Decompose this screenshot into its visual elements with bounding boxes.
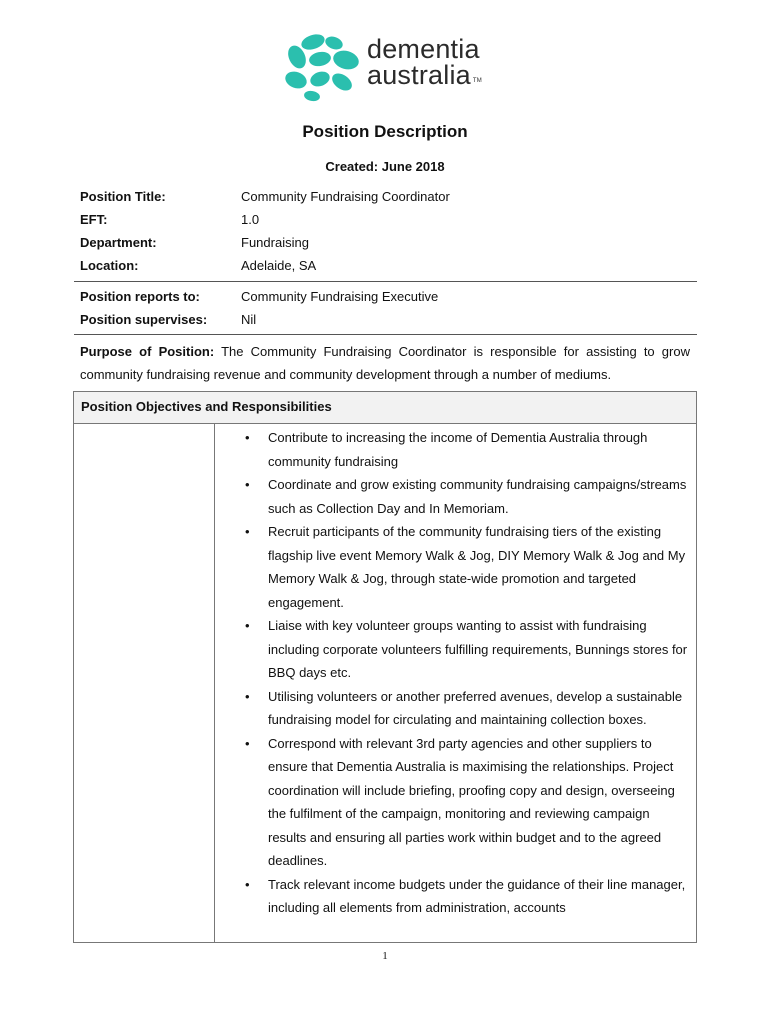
- column-divider: [214, 423, 215, 943]
- field-label: Department:: [80, 235, 157, 250]
- objectives-heading: Position Objectives and Responsibilities: [81, 399, 332, 414]
- list-item: • Correspond with relevant 3rd party agencies and other suppliers to ensure that Dementia Australia is maximising the relationships. Project coordination will include briefing, proofing copy and design, overseeing the fulfilment of the campaign, monitoring and reviewing campaign results and ensuring all parties work within budget and to the agreed deadlines.: [245, 732, 691, 873]
- dementia-australia-logo: [282, 30, 492, 104]
- field-label: Position Title:: [80, 189, 166, 204]
- list-item: • Liaise with key volunteer groups wanting to assist with fundraising including corporate volunteers fulfilling requirements, Bunnings stores for BBQ days etc.: [245, 614, 691, 685]
- divider: [74, 281, 697, 282]
- list-item: • Coordinate and grow existing community fundraising campaigns/streams such as Collection Day and In Memoriam.: [245, 473, 691, 520]
- field-label: Location:: [80, 258, 139, 273]
- field-value: Fundraising: [241, 235, 309, 250]
- field-value: 1.0: [241, 212, 260, 227]
- page-title: Position Description: [302, 122, 468, 141]
- responsibilities-list: [245, 426, 691, 920]
- purpose-paragraph: [80, 340, 690, 386]
- logo-line-2: australia ™: [367, 60, 482, 90]
- divider: [74, 334, 697, 335]
- list-item: • Recruit participants of the community fundraising tiers of the existing flagship live event Memory Walk & Jog, DIY Memory Walk & Jog and My Memory Walk & Jog, through state-wide promotion and targeted engagement.: [245, 520, 691, 614]
- logo-wordmark: [367, 36, 482, 88]
- logo-line-1: dementia: [367, 34, 480, 64]
- page-number: 1: [382, 950, 388, 962]
- created-date: Created: June 2018: [325, 159, 445, 174]
- list-item: • Contribute to increasing the income of Dementia Australia through community fundraising: [245, 426, 691, 473]
- objectives-table-header: [74, 392, 696, 424]
- field-label: Position supervises:: [80, 312, 208, 327]
- list-item: • Track relevant income budgets under the guidance of their line manager, including all elements from administration, accounts: [245, 873, 691, 920]
- field-value: Community Fundraising Executive: [241, 289, 439, 304]
- list-item: • Utilising volunteers or another preferred avenues, develop a sustainable fundraising model for circulating and maintaining collection boxes.: [245, 685, 691, 732]
- purpose-text: The Community Fundraising Coordinator is responsible for assisting to grow community fundraising revenue and community development through a number of mediums.: [80, 344, 690, 382]
- field-value: Nil: [241, 312, 257, 327]
- field-value: Adelaide, SA: [241, 258, 317, 273]
- field-label: Position reports to:: [80, 289, 200, 304]
- field-label: EFT:: [80, 212, 108, 227]
- trademark-mark: TM: [472, 78, 482, 84]
- brain-leaf-logo-icon: [282, 30, 364, 104]
- field-value: Community Fundraising Coordinator: [241, 189, 450, 204]
- purpose-label: Purpose of Position:: [80, 344, 215, 359]
